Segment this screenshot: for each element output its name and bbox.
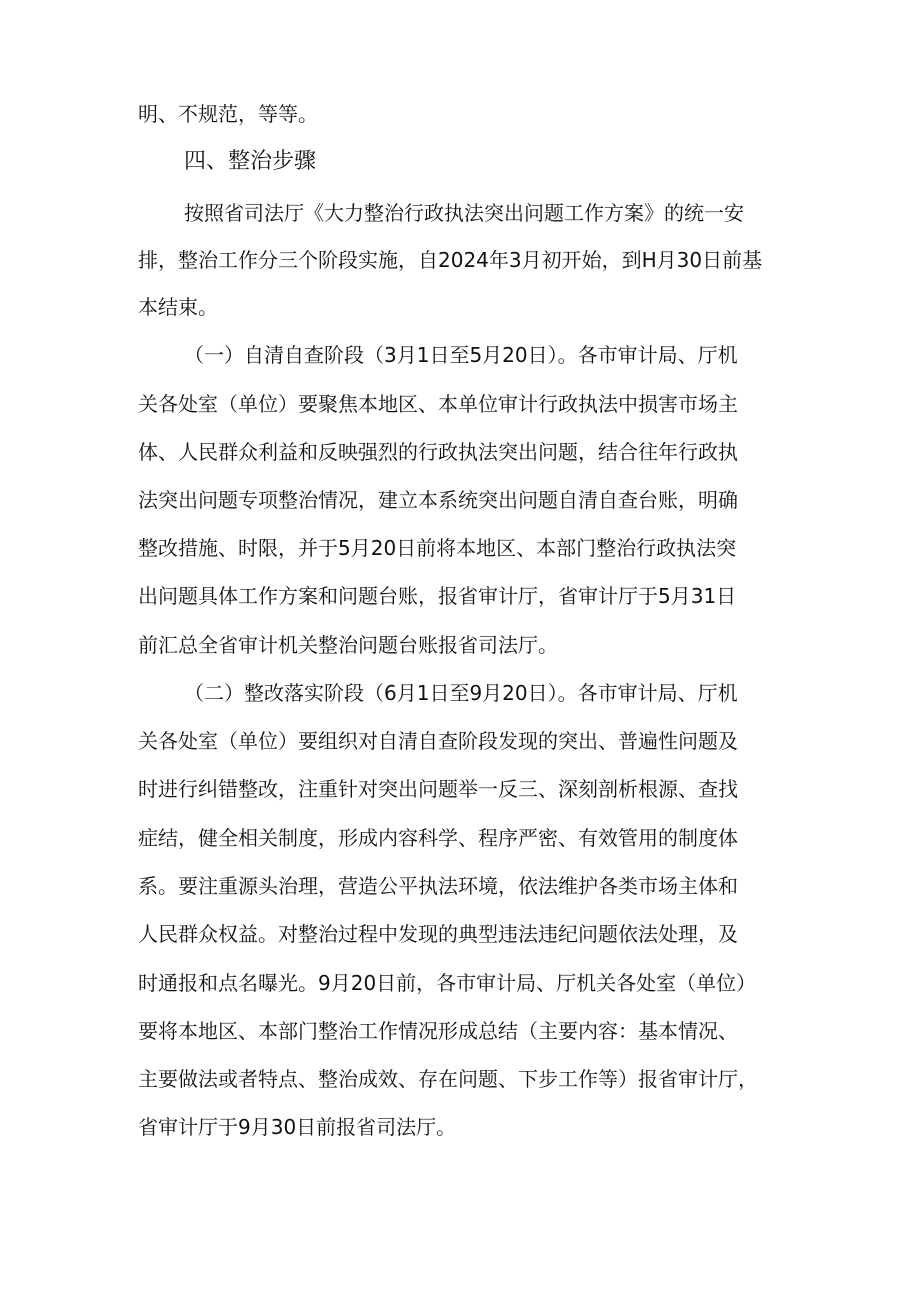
paragraph-line: 关各处室（单位）要组织对自清自查阶段发现的突出、普遍性问题及: [138, 729, 738, 753]
paragraph-line: 时通报和点名曝光。9月20日前，各市审计局、厅机关各处室（单位）: [138, 971, 757, 995]
paragraph-line: 人民群众权益。对整治过程中发现的典型违法违纪问题依法处理，及: [138, 922, 738, 946]
paragraph-line: 前汇总全省审计机关整治问题台账报省司法厅。: [138, 633, 558, 657]
paragraph-line: 法突出问题专项整治情况，建立本系统突出问题自清自查台账，明确: [138, 488, 738, 512]
paragraph-line: 省审计厅于9月30日前报省司法厅。: [138, 1115, 457, 1139]
paragraph-line: 系。要注重源头治理，营造公平执法环境，依法维护各类市场主体和: [138, 874, 738, 898]
paragraph-line: 整改措施、时限，并于5月20日前将本地区、本部门整治行政执法突: [138, 536, 737, 560]
paragraph-line: 时进行纠错整改，注重针对突出问题举一反三、深刻剖析根源、查找: [138, 777, 738, 801]
paragraph-line: 症结，健全相关制度，形成内容科学、程序严密、有效管用的制度体: [138, 826, 738, 850]
paragraph-line: 明、不规范，等等。: [138, 102, 318, 126]
paragraph-line: 出问题具体工作方案和问题台账，报省审计厅，省审计厅于5月31日: [138, 584, 737, 608]
paragraph-line: 排，整治工作分三个阶段实施，自2024年3月初开始，到H月30日前基: [138, 248, 763, 272]
paragraph-line: 关各处室（单位）要聚焦本地区、本单位审计行政执法中损害市场主: [138, 392, 738, 416]
paragraph-line: 体、人民群众利益和反映强烈的行政执法突出问题，结合往年行政执: [138, 440, 738, 464]
paragraph-line: （二）整改落实阶段（6月1日至9月20日）。各市审计局、厅机: [184, 681, 738, 705]
paragraph-line: 要将本地区、本部门整治工作情况形成总结（主要内容：基本情况、: [138, 1019, 738, 1043]
paragraph-line: 本结束。: [138, 295, 218, 319]
paragraph-line: 主要做法或者特点、整治成效、存在问题、下步工作等）报省审计厅，: [138, 1067, 758, 1091]
paragraph-line: 按照省司法厅《大力整治行政执法突出问题工作方案》的统一安: [184, 201, 744, 225]
section-heading: 四、整治步骤: [184, 149, 317, 174]
paragraph-line: （一）自清自查阶段（3月1日至5月20日）。各市审计局、厅机: [184, 343, 738, 367]
